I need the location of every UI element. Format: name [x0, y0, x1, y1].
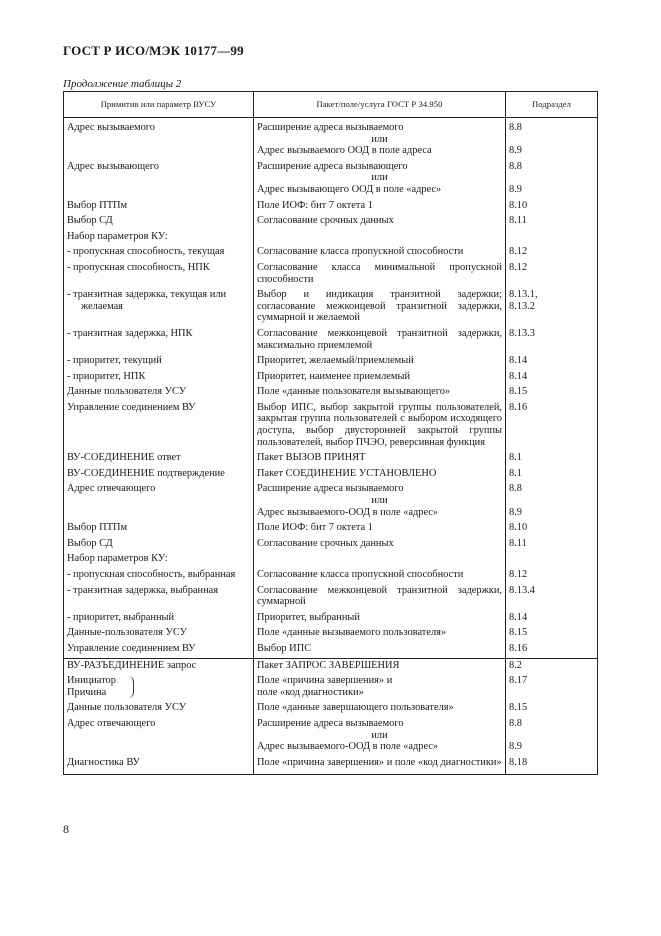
primitive-cell [64, 482, 254, 518]
brace-mark [127, 676, 134, 698]
primitive-text: - пропускная способность, НПК [67, 261, 210, 273]
subsection-cell [506, 552, 598, 565]
primitive-text: ВУ-РАЗЪЕДИНЕНИЕ запрос [67, 659, 197, 671]
table-row [64, 245, 598, 258]
primitive-text: Выбор СД [67, 537, 113, 549]
table-row [64, 288, 598, 324]
primitive-cell [64, 756, 254, 769]
primitive-text: - приоритет, текущий [67, 355, 162, 367]
primitive-cell [64, 552, 254, 565]
packet-cell [254, 327, 506, 351]
table-row [64, 701, 598, 714]
subsection-cell [506, 717, 598, 753]
column-header-primitive: Примитив или параметр ВУСУ [64, 92, 254, 118]
subsection-text: 8.17 [509, 675, 528, 687]
subsection-cell [506, 261, 598, 285]
packet-cell [254, 385, 506, 398]
packet-cell [254, 568, 506, 581]
primitive-text: Данные пользователя УСУ [67, 386, 187, 398]
subsection-text: 8.14 [509, 355, 528, 367]
packet-cell [254, 521, 506, 534]
table-row [64, 385, 598, 398]
primitive-text: Адрес отвечающего [67, 717, 156, 729]
primitive-cell [64, 584, 254, 608]
subsection-text: 8.13.4 [509, 584, 535, 596]
packet-text: Приоритет, выбранный [257, 611, 360, 623]
subsection-text: 8.11 [509, 537, 527, 549]
table-row [64, 401, 598, 448]
primitive-cell [64, 674, 254, 698]
subsection-text: 8.14 [509, 370, 528, 382]
subsection-cell [506, 521, 598, 534]
subsection-text: 8.13.1, [509, 289, 538, 301]
packet-cell [254, 451, 506, 464]
subsection-cell [506, 385, 598, 398]
table-row [64, 626, 598, 639]
subsection-cell [506, 537, 598, 550]
or-connector: или [371, 133, 388, 145]
table-row [64, 674, 598, 698]
table-row [64, 230, 598, 243]
packet-cell [254, 701, 506, 714]
packet-cell [254, 401, 506, 448]
table-row [64, 261, 598, 285]
table-row [64, 199, 598, 212]
subsection-text [509, 495, 594, 507]
subsection-cell [506, 354, 598, 367]
packet-text: Согласование межконцевой транзитной задержки, максимально приемлемой [257, 327, 502, 351]
table-row [64, 121, 598, 157]
primitive-cell [64, 230, 254, 243]
subsection-text: 8.13.2 [509, 300, 535, 312]
primitive-cell [64, 199, 254, 212]
subsection-text: 8.1 [509, 452, 522, 464]
table-row [64, 354, 598, 367]
mapping-table [63, 91, 598, 775]
subsection-cell [506, 568, 598, 581]
packet-cell [254, 354, 506, 367]
subsection-cell [506, 451, 598, 464]
packet-cell [254, 482, 506, 518]
subsection-text: 8.12 [509, 246, 528, 258]
subsection-cell [506, 467, 598, 480]
packet-text: Приоритет, желаемый/приемлемый [257, 355, 414, 367]
packet-text: Выбор ИПС [257, 642, 312, 654]
primitive-cell [64, 701, 254, 714]
primitive-text: Адрес вызывающего [67, 160, 159, 172]
subsection-cell [506, 482, 598, 518]
subsection-cell [506, 214, 598, 227]
primitive-cell [64, 717, 254, 753]
primitive-cell [64, 288, 254, 324]
primitive-text: - транзитная задержка, НПК [67, 327, 193, 339]
table-row [64, 451, 598, 464]
primitive-cell [64, 245, 254, 258]
column-header-subsection: Подраздел [506, 92, 598, 118]
subsection-text: 8.16 [509, 642, 528, 654]
page-number: 8 [63, 822, 69, 836]
table-row [64, 552, 598, 565]
packet-text: Согласование срочных данных [257, 215, 394, 227]
subsection-text [509, 730, 594, 742]
packet-cell [254, 160, 506, 196]
table-body [64, 118, 598, 775]
primitive-text: - пропускная способность, текущая [67, 246, 225, 258]
packet-text: Согласование класса пропускной способности [257, 569, 464, 580]
subsection-text: 8.12 [509, 569, 528, 580]
packet-cell [254, 230, 506, 243]
subsection-cell [506, 658, 598, 671]
packet-text: Расширение адреса вызывающего [257, 160, 408, 172]
packet-text: Поле «данные вызываемого пользователя» [257, 627, 447, 639]
packet-text: Поле «данные пользователя вызывающего» [257, 386, 451, 398]
primitive-text: ВУ-СОЕДИНЕНИЕ ответ [67, 452, 181, 464]
packet-cell [254, 611, 506, 624]
subsection-text: 8.8 [509, 717, 522, 729]
primitive-text: Адрес отвечающего [67, 483, 156, 495]
subsection-text: 8.9 [509, 145, 522, 157]
primitive-text: - приоритет, выбранный [67, 611, 175, 623]
subsection-text: 8.9 [509, 506, 522, 518]
subsection-cell [506, 245, 598, 258]
packet-cell [254, 214, 506, 227]
packet-cell [254, 245, 506, 258]
packet-text: поле «код диагностики» [257, 686, 364, 698]
packet-text: Поле «данные завершающего пользователя» [257, 702, 454, 714]
subsection-cell [506, 584, 598, 608]
or-connector: или [371, 172, 388, 184]
packet-cell [254, 199, 506, 212]
packet-text: Согласование межконцевой транзитной задержки, суммарной [257, 584, 502, 608]
packet-cell [254, 756, 506, 769]
primitive-text: Диагностика ВУ [67, 756, 140, 768]
primitive-text: Управление соединением ВУ [67, 401, 196, 413]
packet-text: Выбор и индикация транзитной задержки; согласование межконцевой транзитной задержки, суммарной и желаемой [257, 289, 502, 324]
packet-cell [254, 261, 506, 285]
table-row [64, 214, 598, 227]
table-row [64, 717, 598, 753]
primitive-cell [64, 626, 254, 639]
table-row [64, 160, 598, 196]
primitive-text: Выбор СД [67, 215, 113, 227]
table-continuation-caption: Продолжение таблицы 2 [63, 78, 182, 90]
column-header-packet: Пакет/поле/услуга ГОСТ Р 34.950 [254, 92, 506, 118]
subsection-text: 8.18 [509, 756, 528, 768]
packet-cell [254, 552, 506, 565]
primitive-cell [64, 568, 254, 581]
table-row [64, 537, 598, 550]
subsection-cell [506, 401, 598, 448]
subsection-text: 8.8 [509, 483, 522, 495]
primitive-text: Инициатор [67, 675, 116, 687]
packet-text: Расширение адреса вызываемого [257, 122, 404, 133]
subsection-text: 8.8 [509, 122, 522, 133]
primitive-cell [64, 160, 254, 196]
primitive-text: - пропускная способность, выбранная [67, 569, 236, 580]
packet-cell [254, 370, 506, 383]
subsection-cell [506, 756, 598, 769]
primitive-cell [64, 658, 254, 671]
packet-text: Согласование класса минимальной пропускной способности [257, 261, 502, 285]
subsection-text: 8.9 [509, 183, 522, 195]
packet-text: Пакет СОЕДИНЕНИЕ УСТАНОВЛЕНО [257, 467, 437, 479]
table-row [64, 327, 598, 351]
subsection-text [509, 172, 594, 184]
subsection-cell [506, 674, 598, 698]
primitive-text: Управление соединением ВУ [67, 642, 196, 654]
subsection-cell [506, 288, 598, 324]
table-row [64, 482, 598, 518]
table-row [64, 611, 598, 624]
primitive-cell [64, 385, 254, 398]
standard-header: ГОСТ Р ИСО/МЭК 10177—99 [63, 43, 244, 58]
subsection-text: 8.16 [509, 401, 528, 413]
packet-text: Расширение адреса вызываемого [257, 483, 404, 495]
subsection-text [509, 134, 594, 146]
primitive-cell [64, 354, 254, 367]
packet-cell [254, 642, 506, 655]
primitive-text: Данные-пользователя УСУ [67, 627, 187, 639]
packet-cell [254, 674, 506, 698]
packet-cell [254, 717, 506, 753]
subsection-cell [506, 642, 598, 655]
table-row [64, 370, 598, 383]
subsection-text: 8.10 [509, 522, 528, 534]
table-row [64, 584, 598, 608]
primitive-cell [64, 214, 254, 227]
subsection-cell [506, 370, 598, 383]
primitive-text: Адрес вызываемого [67, 122, 156, 133]
packet-text: Расширение адреса вызываемого [257, 717, 404, 729]
primitive-cell [64, 370, 254, 383]
packet-text: Согласование срочных данных [257, 537, 394, 549]
table-row [64, 568, 598, 581]
table-row [64, 467, 598, 480]
packet-text: Поле ИОФ: бит 7 октета 1 [257, 199, 373, 211]
primitive-text: Набор параметров КУ: [67, 230, 168, 242]
packet-text: Пакет ВЫЗОВ ПРИНЯТ [257, 452, 366, 464]
primitive-cell [64, 467, 254, 480]
packet-text: Пакет ЗАПРОС ЗАВЕРШЕНИЯ [257, 659, 400, 671]
packet-text: Поле «причина завершения» и поле «код диагностики» [257, 756, 502, 768]
primitive-text: - транзитная задержка, выбранная [67, 584, 219, 596]
packet-text: Адрес вызываемого-ООД в поле «адрес» [257, 506, 439, 518]
packet-cell [254, 658, 506, 671]
table-row [64, 756, 598, 769]
table-row [64, 658, 598, 671]
primitive-text: - транзитная задержка, текущая или желаемая [67, 289, 227, 312]
packet-text: Приоритет, наименее приемлемый [257, 370, 411, 382]
subsection-cell [506, 160, 598, 196]
table-header-row [64, 92, 598, 118]
packet-text: Адрес вызываемого ООД в поле адреса [257, 145, 432, 157]
packet-cell [254, 626, 506, 639]
primitive-text: Набор параметров КУ: [67, 553, 168, 565]
primitive-text: ВУ-СОЕДИНЕНИЕ подтверждение [67, 467, 225, 479]
subsection-cell [506, 327, 598, 351]
packet-cell [254, 467, 506, 480]
subsection-text: 8.15 [509, 702, 528, 714]
subsection-text: 8.13.3 [509, 327, 535, 339]
primitive-cell [64, 521, 254, 534]
packet-text: Поле ИОФ: бит 7 октета 1 [257, 522, 373, 534]
packet-text: Согласование класса пропускной способности [257, 246, 464, 258]
primitive-text: Выбор ПТПм [67, 522, 128, 534]
packet-text: Адрес вызывающего ООД в поле «адрес» [257, 183, 442, 195]
packet-cell [254, 537, 506, 550]
subsection-text: 8.10 [509, 199, 528, 211]
primitive-text: - приоритет, НПК [67, 370, 146, 382]
primitive-cell [64, 642, 254, 655]
primitive-cell [64, 327, 254, 351]
packet-cell [254, 288, 506, 324]
primitive-cell [64, 121, 254, 157]
or-connector: или [371, 495, 388, 507]
table-row [64, 521, 598, 534]
subsection-text: 8.14 [509, 611, 528, 623]
subsection-text: 8.9 [509, 741, 522, 753]
subsection-text: 8.1 [509, 467, 522, 479]
subsection-text: 8.11 [509, 215, 527, 227]
primitive-text: Выбор ПТПм [67, 199, 128, 211]
primitive-cell [64, 537, 254, 550]
primitive-cell [64, 611, 254, 624]
subsection-cell [506, 701, 598, 714]
subsection-cell [506, 611, 598, 624]
subsection-text: 8.2 [509, 659, 522, 671]
primitive-cell [64, 401, 254, 448]
subsection-text: 8.8 [509, 160, 522, 172]
packet-cell [254, 121, 506, 157]
subsection-cell [506, 626, 598, 639]
or-connector: или [371, 729, 388, 741]
subsection-text: 8.12 [509, 261, 528, 273]
primitive-text: Данные пользователя УСУ [67, 702, 187, 714]
primitive-text: Причина [67, 686, 107, 698]
primitive-cell [64, 451, 254, 464]
primitive-cell [64, 261, 254, 285]
packet-text: Поле «причина завершения» и [257, 675, 393, 687]
subsection-text: 8.15 [509, 627, 528, 639]
subsection-text: 8.15 [509, 386, 528, 398]
packet-text: Выбор ИПС, выбор закрытой группы пользователей, закрытая группа пользователей с выбором исходящего доступа, выбор двусторонней закрытой группы пользователей, выбор ПЧЭО, реверсивная функция [257, 401, 502, 448]
subsection-cell [506, 230, 598, 243]
packet-text: Адрес вызываемого-ООД в поле «адрес» [257, 741, 439, 753]
subsection-cell [506, 121, 598, 157]
table-row [64, 642, 598, 655]
subsection-cell [506, 199, 598, 212]
packet-cell [254, 584, 506, 608]
